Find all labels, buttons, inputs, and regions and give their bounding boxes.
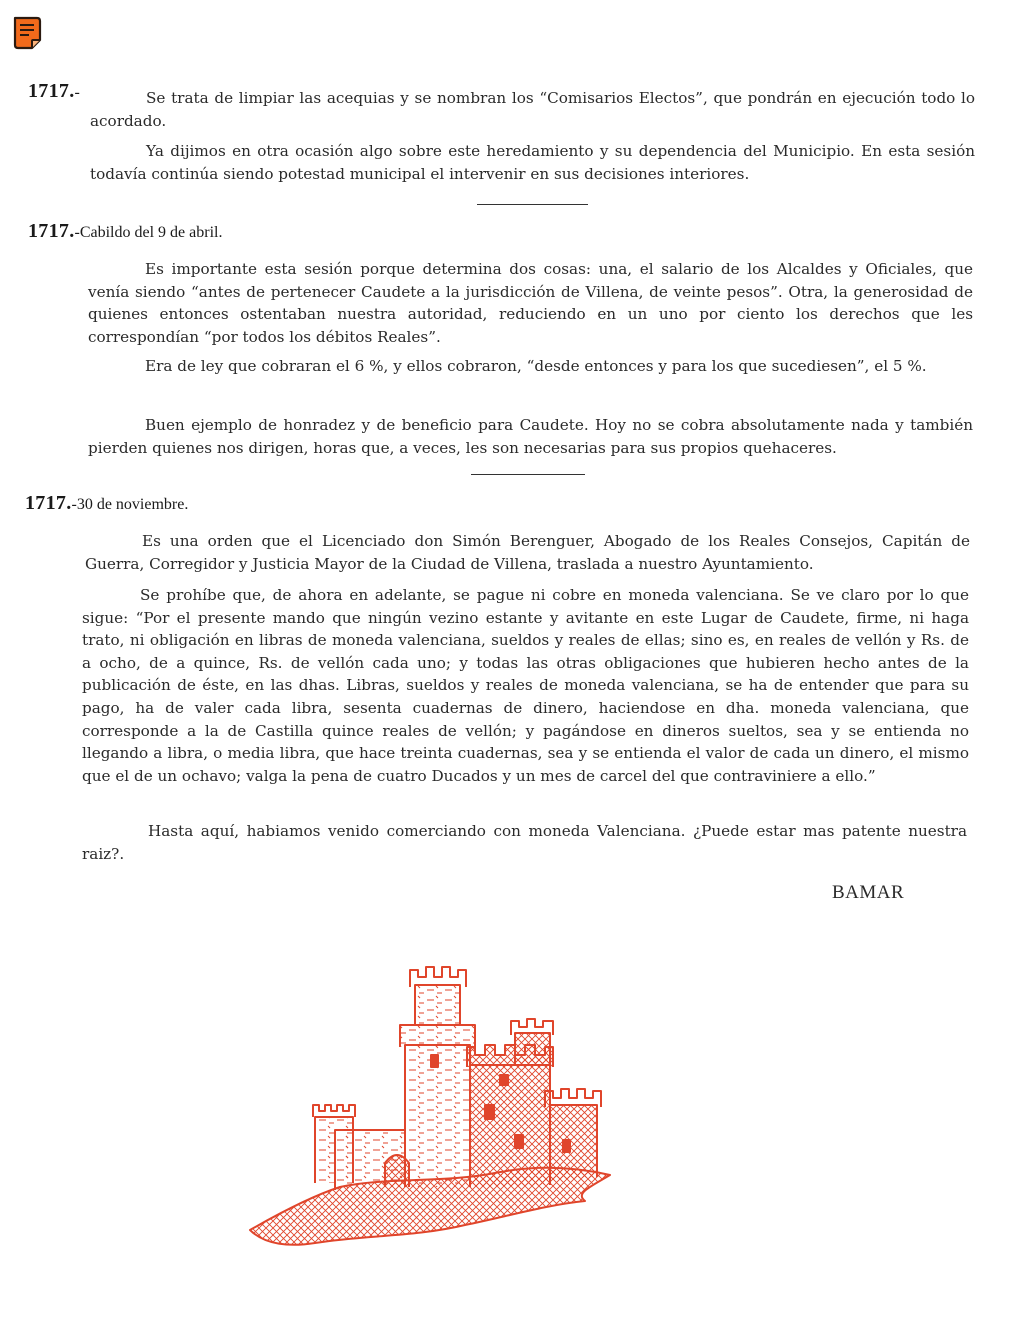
paragraph: Es importante esta sesión porque determina dos cosas: una, el salario de los Alcaldes y Oficiales, que venía siendo “antes de pertenecer Caudete a la jurisdicción de Villena, de veinte pesos”. Otra, la generosidad de quienes entonces ostentaban nuestra autoridad, reduciendo en un uno por ciento los derechos que les correspondían “por todos los débitos Reales”.	[88, 260, 973, 346]
entry-year: 1717.	[28, 220, 75, 242]
entry-heading	[28, 80, 80, 103]
paragraph: Hasta aquí, habiamos venido comerciando con moneda Valenciana. ¿Puede estar mas patente nuestra raiz?.	[82, 822, 967, 863]
section-divider	[471, 474, 585, 475]
signature: BAMAR	[832, 882, 905, 903]
section-divider	[477, 204, 588, 205]
document-icon[interactable]	[13, 16, 43, 50]
entry-subtitle: -Cabildo del 9 de abril.	[74, 224, 223, 241]
entry-heading	[25, 492, 188, 515]
entry-year: 1717.	[25, 492, 72, 514]
paragraph: Era de ley que cobraran el 6 %, y ellos cobraron, “desde entonces y para los que sucediesen”, el 5 %.	[145, 357, 927, 375]
entry-subtitle: -	[74, 84, 80, 101]
entry-heading	[28, 220, 222, 243]
castle-illustration	[245, 955, 625, 1255]
paragraph: Se trata de limpiar las acequias y se nombran los “Comisarios Electos”, que pondrán en ejecución todo lo acordado.	[90, 89, 975, 130]
paragraph: Se prohíbe que, de ahora en adelante, se pague ni cobre en moneda valenciana. Se ve claro por lo que sigue: “Por el presente mando que ningún vezino estante y avitante en este Lugar de Caudete, firme, ni haga trato, ni obligación en libras de moneda valenciana, sueldos y reales de ellas; sino es, en reales de vellón y Rs. de a ocho, de a quince, Rs. de vellón cada uno; y todas las otras obligaciones que hubieren hecho antes de la publicación de éste, en las dhas. Libras, sueldos y reales de moneda valenciana, se ha de entender que para su pago, ha de valer cada libra, sesenta cuadernas de dinero, haciendose en dha. moneda valenciana, que corresponde a la de Castilla quince reales de vellón; y pagándose en dineros sueltos, sea y se entienda no llegando a libra, o media libra, que hace treinta cuadernas, sea y se entienda el valor de cada un dinero, el mismo que el de un ochavo; valga la pena de cuatro Ducados y un mes de carcel del que contraviniere a ello.”	[82, 586, 969, 785]
entry-year: 1717.	[28, 80, 75, 102]
paragraph: Es una orden que el Licenciado don Simón Berenguer, Abogado de los Reales Consejos, Capitán de Guerra, Corregidor y Justicia Mayor de la Ciudad de Villena, traslada a nuestro Ayuntamiento.	[85, 532, 970, 573]
entry-subtitle: -30 de noviembre.	[71, 496, 189, 513]
paragraph: Buen ejemplo de honradez y de beneficio para Caudete. Hoy no se cobra absolutamente nada y también pierden quienes nos dirigen, horas que, a veces, les son necesarias para sus propios quehaceres.	[88, 416, 973, 457]
paragraph: Ya dijimos en otra ocasión algo sobre este heredamiento y su dependencia del Municipio. En esta sesión todavía continúa siendo potestad municipal el intervenir en sus decisiones interiores.	[90, 142, 975, 183]
